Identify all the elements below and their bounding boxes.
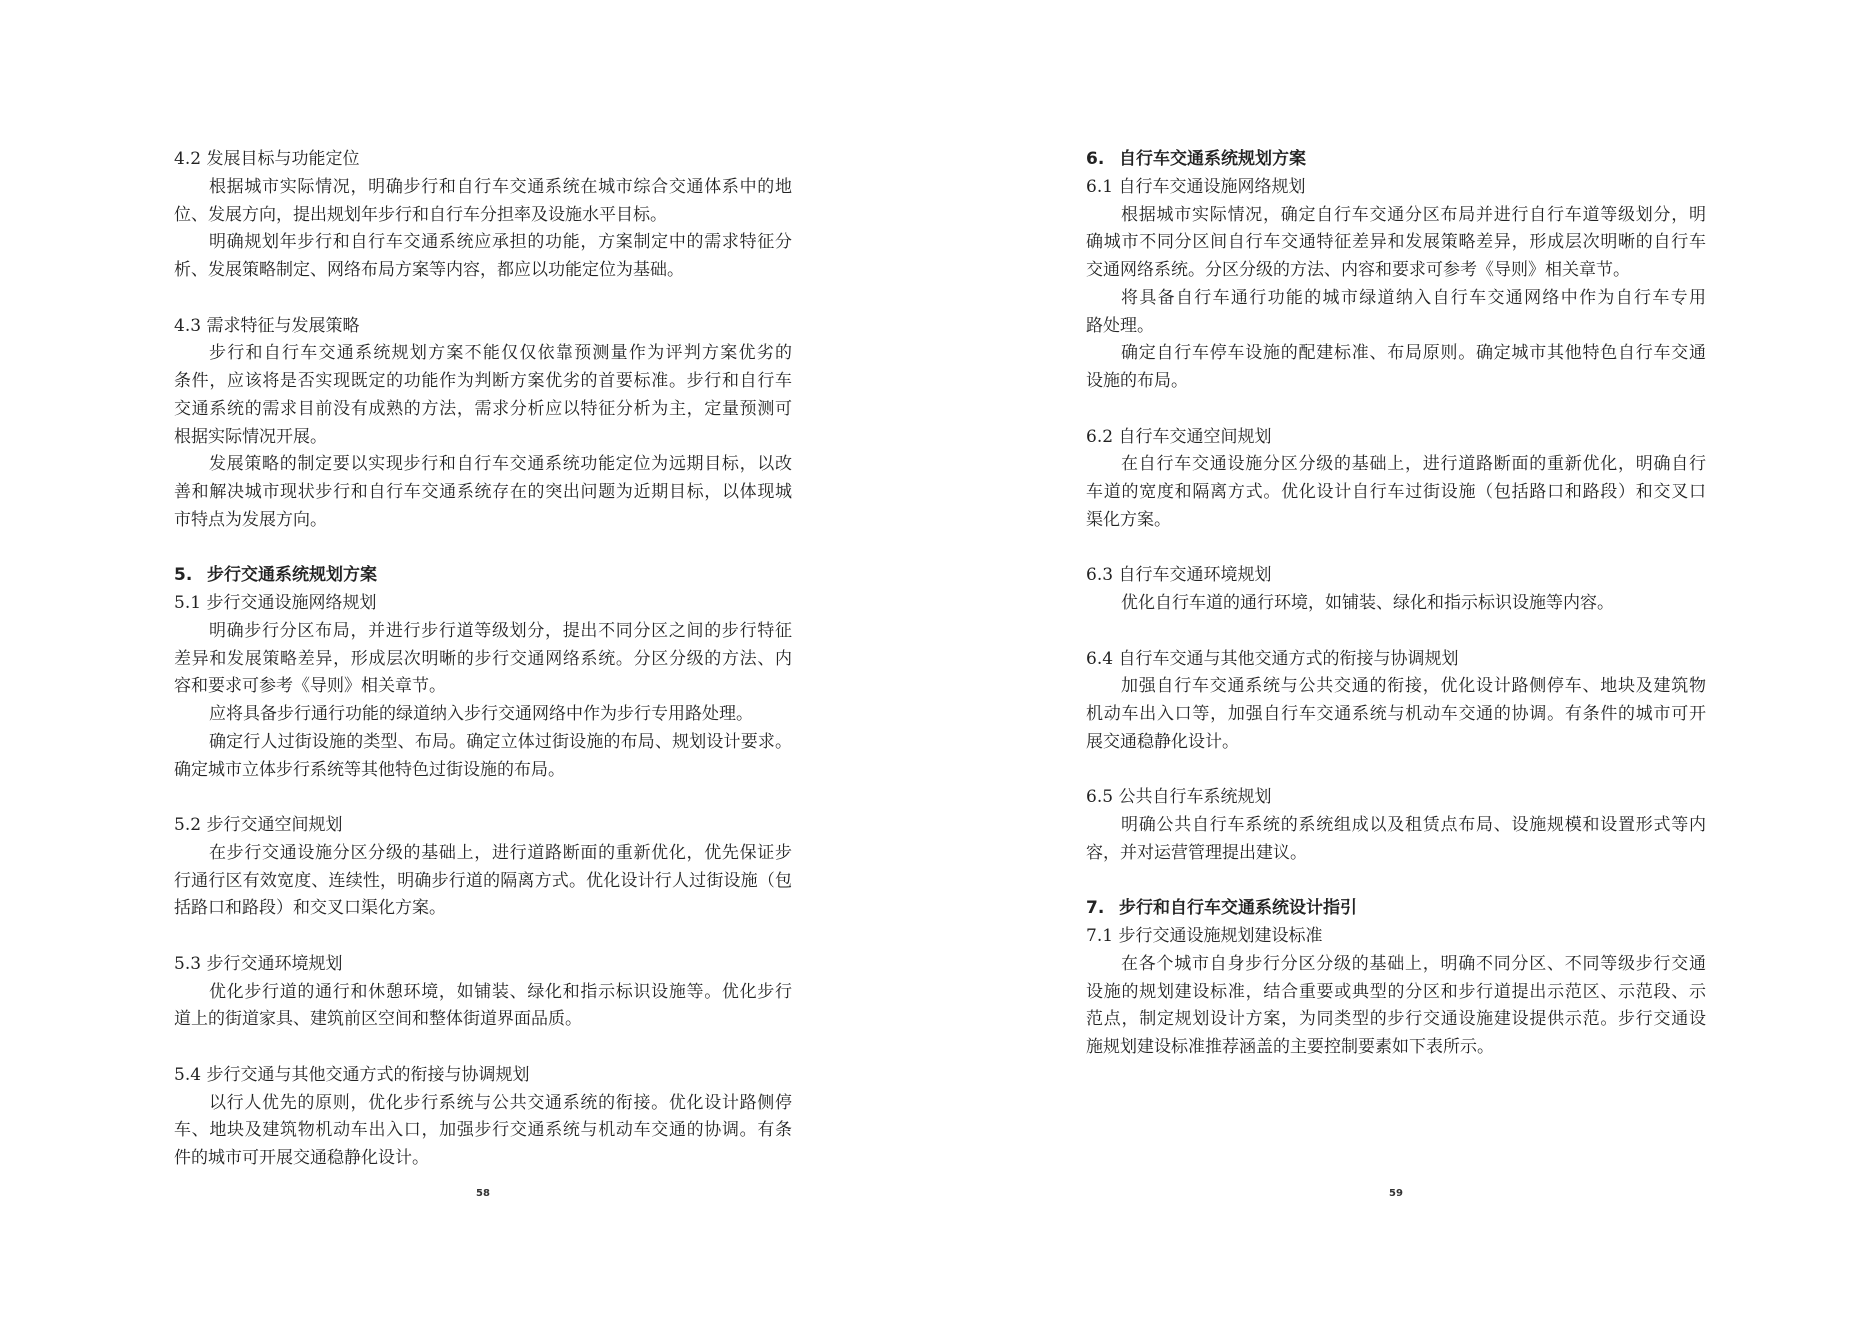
paragraph	[1086, 285, 1706, 341]
paragraph-line: 析、发展策略制定、网络布局方案等内容，都应以功能定位为基础。	[174, 260, 684, 280]
paragraph-line: 应将具备步行通行功能的绿道纳入步行交通网络中作为步行专用路处理。	[209, 704, 753, 724]
paragraph-line: 根据实际情况开展。	[174, 426, 327, 447]
page-number: 59	[1389, 1188, 1403, 1199]
paragraph	[174, 701, 792, 729]
paragraph-line: 行通行区有效宽度、连续性，明确步行道的隔离方式。优化设计行人过街设施（包	[174, 870, 792, 891]
section	[174, 313, 792, 535]
section	[174, 146, 792, 285]
section-heading: 4.3 需求特征与发展策略	[174, 315, 360, 336]
paragraph-line: 以行人优先的原则，优化步行系统与公共交通系统的衔接。优化设计路侧停	[209, 1092, 792, 1113]
paragraph-line: 明确规划年步行和自行车交通系统应承担的功能，方案制定中的需求特征分	[209, 232, 792, 253]
right-page	[935, 0, 1871, 1323]
paragraph-line: 交通系统的需求目前没有成熟的方法，需求分析应以特征分析为主，定量预测可	[174, 398, 792, 419]
paragraph-line: 设施的规划建设标准，结合重要或典型的分区和步行道提出示范区、示范段、示	[1086, 981, 1706, 1002]
paragraph-line: 确定城市立体步行系统等其他特色过街设施的布局。	[174, 759, 565, 780]
paragraph-line: 容，并对运营管理提出建议。	[1086, 842, 1307, 863]
chapter-title: 自行车交通系统规划方案	[1119, 149, 1306, 169]
paragraph-line: 设施的布局。	[1086, 371, 1188, 391]
chapter-number: 5.	[174, 565, 193, 586]
paragraph	[1086, 590, 1706, 618]
page-text	[174, 146, 792, 1173]
section	[1086, 646, 1706, 757]
paragraph-line: 步行和自行车交通系统规划方案不能仅仅依靠预测量作为评判方案优劣的	[209, 343, 792, 364]
paragraph	[1086, 673, 1706, 756]
paragraph-line: 明确步行分区布局，并进行步行道等级划分，提出不同分区之间的步行特征	[209, 620, 792, 641]
paragraph-line: 确定自行车停车设施的配建标准、布局原则。确定城市其他特色自行车交通	[1121, 343, 1706, 364]
chapter-heading	[1086, 146, 1706, 174]
section-heading: 6.3 自行车交通环境规划	[1086, 565, 1272, 586]
section-heading: 6.2 自行车交通空间规划	[1086, 426, 1272, 447]
paragraph	[1086, 202, 1706, 285]
section-heading: 6.5 公共自行车系统规划	[1086, 787, 1272, 808]
paragraph-line: 车道的宽度和隔离方式。优化设计自行车过街设施（包括路口和路段）和交叉口	[1086, 482, 1706, 502]
page-text	[1086, 146, 1706, 1062]
section	[174, 562, 792, 784]
paragraph-line: 位、发展方向，提出规划年步行和自行车分担率及设施水平目标。	[174, 204, 667, 225]
paragraph-line: 明确公共自行车系统的系统组成以及租赁点布局、设施规模和设置形式等内	[1121, 815, 1706, 835]
section	[174, 812, 792, 923]
section	[1086, 784, 1706, 867]
paragraph-line: 渠化方案。	[1086, 509, 1171, 530]
page-number: 58	[476, 1188, 490, 1199]
section	[174, 1062, 792, 1173]
section-heading: 5.2 步行交通空间规划	[174, 815, 343, 835]
section-heading: 7.1 步行交通设施规划建设标准	[1086, 926, 1323, 946]
paragraph-line: 加强自行车交通系统与公共交通的衔接，优化设计路侧停车、地块及建筑物	[1121, 676, 1706, 697]
paragraph-line: 展交通稳静化设计。	[1086, 731, 1239, 752]
chapter-title: 步行和自行车交通系统设计指引	[1119, 898, 1357, 919]
paragraph-line: 根据城市实际情况，确定自行车交通分区布局并进行自行车道等级划分，明	[1121, 204, 1706, 225]
paragraph-line: 施规划建设标准推荐涵盖的主要控制要素如下表所示。	[1086, 1037, 1494, 1057]
paragraph	[1086, 451, 1706, 534]
paragraph-line: 差异和发展策略差异，形成层次明晰的步行交通网络系统。分区分级的方法、内	[174, 648, 792, 669]
section	[1086, 424, 1706, 535]
chapter-heading	[174, 562, 792, 590]
chapter-heading	[1086, 895, 1706, 923]
paragraph-line: 优化步行道的通行和休憩环境，如铺装、绿化和指示标识设施等。优化步行	[209, 981, 792, 1002]
chapter-number: 6.	[1086, 149, 1105, 169]
paragraph-line: 件的城市可开展交通稳静化设计。	[174, 1148, 429, 1168]
paragraph-line: 路处理。	[1086, 315, 1154, 336]
paragraph-line: 确定行人过街设施的类型、布局。确定立体过街设施的布局、规划设计要求。	[209, 731, 792, 752]
section-heading: 5.4 步行交通与其他交通方式的衔接与协调规划	[174, 1064, 530, 1085]
section-heading: 4.2 发展目标与功能定位	[174, 149, 360, 169]
paragraph-line: 将具备自行车通行功能的城市绿道纳入自行车交通网络中作为自行车专用	[1121, 287, 1706, 308]
paragraph	[174, 618, 792, 701]
paragraph-line: 括路口和路段）和交叉口渠化方案。	[174, 898, 446, 919]
paragraph-line: 善和解决城市现状步行和自行车交通系统存在的突出问题为近期目标，以体现城	[174, 482, 792, 502]
paragraph-line: 机动车出入口等，加强自行车交通系统与机动车交通的协调。有条件的城市可开	[1086, 704, 1706, 724]
paragraph-line: 条件，应该将是否实现既定的功能作为判断方案优劣的首要标准。步行和自行车	[174, 371, 792, 391]
paragraph-line: 确城市不同分区间自行车交通特征差异和发展策略差异，形成层次明晰的自行车	[1086, 232, 1706, 253]
section	[174, 951, 792, 1034]
paragraph	[1086, 951, 1706, 1062]
paragraph-line: 优化自行车道的通行环境，如铺装、绿化和指示标识设施等内容。	[1121, 593, 1614, 613]
paragraph-line: 容和要求可参考《导则》相关章节。	[174, 676, 446, 697]
chapter-number: 7.	[1086, 898, 1105, 919]
paragraph-line: 发展策略的制定要以实现步行和自行车交通系统功能定位为远期目标，以改	[209, 454, 792, 475]
paragraph-line: 道上的街道家具、建筑前区空间和整体街道界面品质。	[174, 1009, 582, 1030]
paragraph	[174, 840, 792, 923]
section-heading: 6.4 自行车交通与其他交通方式的衔接与协调规划	[1086, 648, 1459, 669]
paragraph	[1086, 812, 1706, 868]
section	[1086, 562, 1706, 618]
paragraph	[174, 229, 792, 285]
paragraph-line: 根据城市实际情况，明确步行和自行车交通系统在城市综合交通体系中的地	[209, 176, 792, 197]
paragraph	[174, 979, 792, 1035]
section	[1086, 895, 1706, 1062]
paragraph	[174, 729, 792, 785]
chapter-title: 步行交通系统规划方案	[207, 565, 377, 586]
paragraph-line: 在各个城市自身步行分区分级的基础上，明确不同分区、不同等级步行交通	[1121, 953, 1706, 974]
section-heading: 6.1 自行车交通设施网络规划	[1086, 176, 1306, 197]
paragraph-line: 在自行车交通设施分区分级的基础上，进行道路断面的重新优化，明确自行	[1121, 454, 1706, 475]
section	[1086, 146, 1706, 396]
paragraph-line: 在步行交通设施分区分级的基础上，进行道路断面的重新优化，优先保证步	[209, 842, 792, 863]
paragraph-line: 范点，制定规划设计方案，为同类型的步行交通设施建设提供示范。步行交通设	[1086, 1009, 1706, 1030]
paragraph	[174, 1090, 792, 1173]
paragraph-line: 交通网络系统。分区分级的方法、内容和要求可参考《导则》相关章节。	[1086, 260, 1630, 280]
section-heading: 5.3 步行交通环境规划	[174, 953, 343, 974]
paragraph-line: 市特点为发展方向。	[174, 509, 327, 530]
paragraph	[174, 174, 792, 230]
paragraph	[174, 451, 792, 534]
paragraph	[174, 340, 792, 451]
left-page	[0, 0, 935, 1323]
section-heading: 5.1 步行交通设施网络规划	[174, 593, 377, 613]
paragraph	[1086, 340, 1706, 396]
paragraph-line: 车、地块及建筑物机动车出入口，加强步行交通系统与机动车交通的协调。有条	[174, 1120, 792, 1141]
